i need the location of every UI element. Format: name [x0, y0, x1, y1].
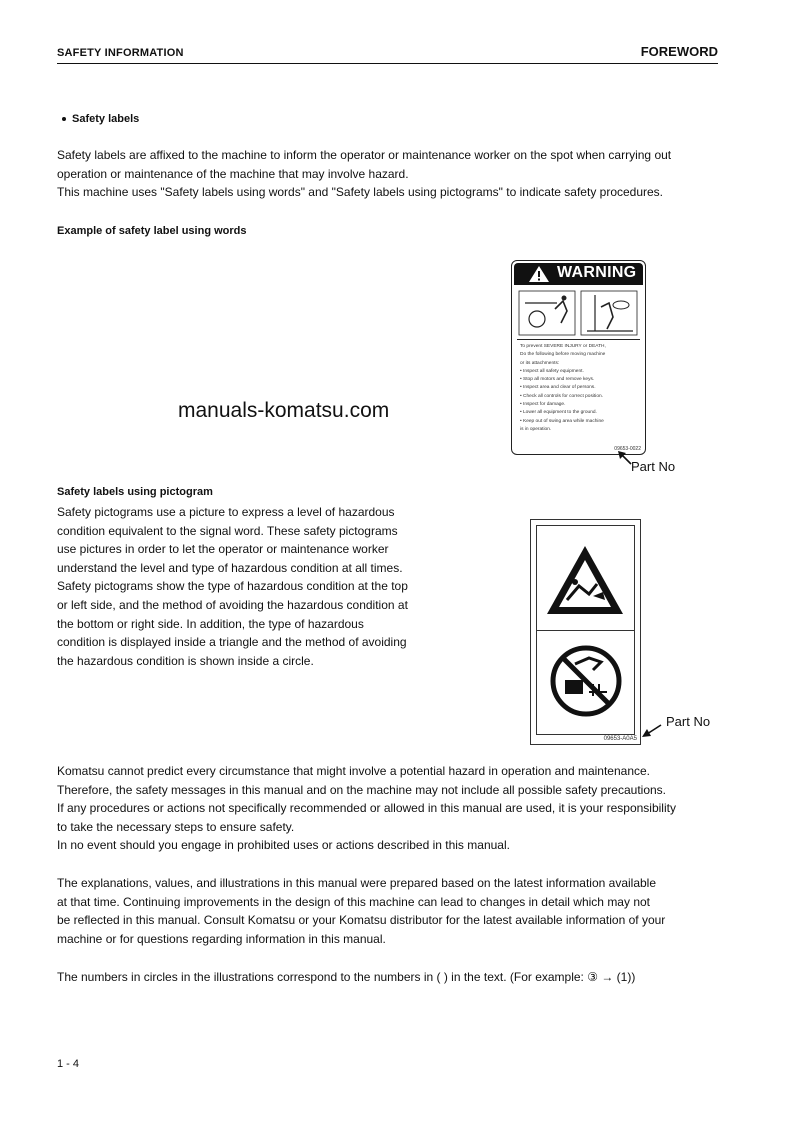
intro-paragraph — [57, 146, 719, 202]
explanation-line: The explanations, values, and illustrations in this manual were prepared based on the latest information available — [57, 876, 657, 890]
pictogram-line: understand the level and type of hazardous condition at all times. — [57, 560, 403, 575]
part-no-label: Part No — [666, 714, 711, 729]
warning-text-line: Do the following before moving machine — [520, 352, 606, 358]
chapter-title: FOREWORD — [640, 44, 718, 59]
komatsu-line: In no event should you engage in prohibited uses or actions described in this manual. — [57, 838, 510, 853]
pictogram-line: the hazardous condition is shown inside a circle. — [57, 653, 314, 668]
warning-text-line: To prevent SEVERE INJURY or DEATH, — [520, 344, 606, 349]
pictogram-paragraph — [57, 503, 439, 670]
header-rule — [57, 63, 718, 64]
komatsu-line: If any procedures or actions not specifically recommended or allowed in this manual are used, it is your responsibility — [57, 801, 676, 816]
warning-text-line: • Stop all motors and remove keys. — [520, 377, 595, 383]
pictogram-label-illustration — [530, 519, 641, 745]
warning-text-line: • Inspect for damage. — [520, 402, 566, 408]
warning-text-line: or its attachments: — [520, 360, 560, 366]
explanation-line: machine or for questions regarding information in this manual. — [57, 931, 386, 946]
warning-triangle-icon — [528, 265, 550, 283]
warning-text — [520, 343, 638, 434]
pictogram-divider — [536, 630, 635, 631]
warning-label-illustration — [511, 260, 646, 455]
signal-word: WARNING — [557, 264, 637, 281]
label-divider — [517, 339, 640, 340]
page-number: 1 - 4 — [57, 1058, 80, 1070]
intro-line: This machine uses "Safety labels using words" and "Safety labels using pictograms" to indicate safety procedures. — [57, 185, 664, 200]
pictogram-line: Safety pictograms show the type of hazardous condition at the top — [57, 579, 408, 594]
numbers-note: The numbers in circles in the illustrations correspond to the numbers in ( ) in the text. (For example: ③ → (1)) — [57, 970, 636, 984]
pictogram-subheading: Safety labels using pictogram — [57, 486, 213, 498]
pictogram-line: Safety pictograms use a picture to express a level of hazardous — [57, 505, 395, 519]
safety-labels-heading-text: Safety labels — [72, 113, 140, 125]
pictogram-line: condition is displayed inside a triangle and the method of avoiding — [57, 635, 407, 650]
prohibition-circle-icon — [549, 644, 623, 718]
pictogram-line: the bottom or right side. In addition, the type of hazardous — [57, 616, 364, 631]
pictogram-line: or left side, and the method of avoiding the hazardous condition at — [57, 597, 408, 612]
watermark-text: manuals-komatsu.com — [178, 399, 390, 422]
warning-part-code: 09653-0022 — [614, 446, 641, 452]
pictogram-part-code: 09653-A0A5 — [603, 736, 637, 742]
komatsu-line: Therefore, the safety messages in this manual and on the machine may not include all possible safety precautions. — [57, 782, 667, 797]
explanation-line: at that time. Continuing improvements in the design of this machine can lead to changes in detail which may not — [57, 894, 650, 909]
warning-text-line: is in operation. — [520, 426, 552, 432]
explanation-line: be reflected in this manual. Consult Komatsu or your Komatsu distributor for the latest available information of your — [57, 913, 666, 928]
warning-text-line: • Inspect all safety equipment. — [520, 368, 584, 374]
safety-labels-heading — [62, 113, 139, 125]
komatsu-line: Komatsu cannot predict every circumstance that might involve a potential hazard in operation and maintenance. — [57, 764, 651, 778]
hazard-triangle-icon — [545, 544, 625, 618]
warning-banner — [514, 263, 643, 285]
intro-line: Safety labels are affixed to the machine to inform the operator or maintenance worker on the spot when carrying out — [57, 148, 672, 162]
bullet-icon — [62, 117, 66, 121]
warning-text-line: • Inspect area and clear of persons. — [520, 385, 596, 391]
section-title: SAFETY INFORMATION — [57, 47, 184, 59]
warning-text-line: • Lower all equipment to the ground. — [520, 410, 597, 416]
intro-line: operation or maintenance of the machine that may involve hazard. — [57, 166, 409, 181]
part-no-arrow-icon — [641, 723, 663, 739]
warning-text-line: • Keep out of swing area while machine — [520, 418, 604, 424]
part-no-label: Part No — [631, 459, 676, 474]
pictogram-line: condition equivalent to the signal word. These safety pictograms — [57, 523, 398, 538]
hazard-pictures — [517, 289, 640, 337]
komatsu-paragraph — [57, 762, 719, 855]
warning-text-line: • Check all controls for correct position. — [520, 393, 603, 399]
explanation-paragraph — [57, 874, 719, 948]
komatsu-line: to take the necessary steps to ensure safety. — [57, 819, 295, 834]
word-label-subheading: Example of safety label using words — [57, 225, 247, 237]
pictogram-line: use pictures in order to let the operator or maintenance worker — [57, 542, 389, 557]
